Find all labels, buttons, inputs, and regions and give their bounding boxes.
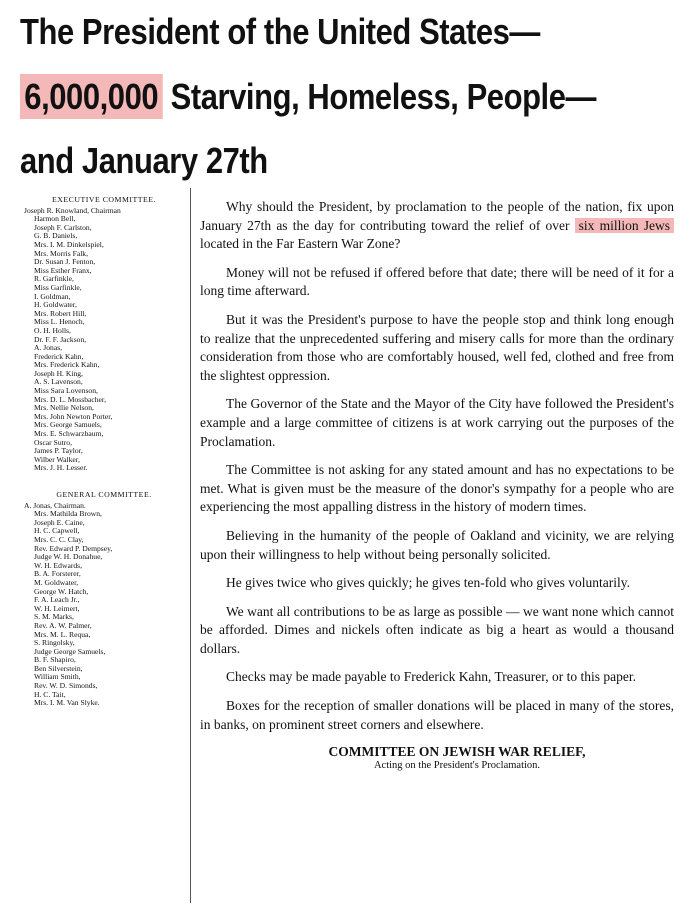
committee-member: A. Jonas, Chairman. [24,500,86,510]
committee-member: Mrs. Nellie Nelson, [34,403,94,413]
committee-member: Judge George Samuels, [34,646,106,656]
column-divider [190,188,191,903]
committee-member: Joseph F. Carlston, [34,222,92,232]
committee-member: Mrs. D. L. Mossbacher, [34,394,107,404]
committee-member: Miss Esther Franx, [34,265,92,275]
headline-line-3: and January 27th [20,140,268,181]
committee-member: William Smith, [34,672,81,682]
committee-member: Mrs. E. Schwarzbaum, [34,429,104,439]
executive-committee-title: EXECUTIVE COMMITTEE. [52,195,156,204]
committee-member: George W. Hatch, [34,586,89,596]
committee-member: Mrs. Robert Hill, [34,308,87,318]
committee-member: Mrs. M. L. Requa, [34,629,91,639]
paragraph-text: located in the Far Eastern War Zone? [200,236,401,252]
committee-member: R. Garfinkle, [34,274,74,284]
committee-member: Wilber Walker, [34,454,80,464]
committee-member: Mrs. C. C. Clay, [34,534,84,544]
headline-line-2-rest: Starving, Homeless, People— [162,76,597,117]
committee-member: Harmon Bell, [34,214,76,224]
body-paragraph: Checks may be made payable to Frederick Kahn, Treasurer, or to this paper. [226,669,636,685]
committee-member: Dr. Susan J. Fenton, [34,257,96,267]
body-paragraph [200,198,674,254]
committee-member: Joseph R. Knowland, Chairman [24,205,121,215]
signature-subtitle: Acting on the President's Proclamation. [373,760,541,772]
body-paragraph: We want all contributions to be as large as possible — we want none which cannot be afforded. Dimes and nickels often indicate as big a heart as would a thousand dollars. [200,603,674,656]
paragraph-text: Why should the President, by proclamation to the people of the nation, fix upon January 27th as the day for contributing toward the relief of over [200,199,674,233]
committee-member: Joseph H. King, [34,368,83,378]
committee-member: H. C. Tait, [34,689,66,699]
committee-member: Mrs. Mathilda Brown, [34,509,102,519]
committee-member: O. H. Holls, [34,325,71,335]
body-paragraph: The Governor of the State and the Mayor of the City have followed the President's example and a large committee of citizens is at work carrying out the purposes of the Proclamation. [200,396,674,449]
body-paragraph: Money will not be refused if offered before that date; there will be need of it for a long time afterward. [200,264,674,299]
body-paragraph: But it was the President's purpose to have the people stop and think long enough to realize that the unprecedented suffering and misery calls for more than the ordinary consideration from those who are comfortably housed, well fed, clothed and free from the slightest oppression. [200,311,674,383]
committee-member: Mrs. I. M. Dinkelspiel, [34,239,104,249]
committee-member: S. M. Marks, [34,612,74,622]
headline-line-2 [20,76,597,117]
committee-member: Miss L. Henoch, [34,317,85,327]
committee-member: S. Ringolsky, [34,638,75,648]
committee-member: W. H. Edwards, [34,560,83,570]
body-paragraph: He gives twice who gives quickly; he gives ten-fold who gives voluntarily. [226,575,631,591]
body-paragraph: The Committee is not asking for any stated amount and has no expectations to be met. What is given must be the measure of the donor's sympathy for a people who are experiencing the most appalling distress in the history of modern times. [200,462,674,515]
committee-member: Dr. F. F. Jackson, [34,334,87,344]
committee-member: Mrs. I. M. Van Slyke. [34,698,100,708]
committee-member: Joseph E. Caine, [34,517,85,527]
committee-sidebar [24,196,184,708]
committee-member: Mrs. John Newton Porter, [34,411,113,421]
general-committee-title: GENERAL COMMITTEE. [56,490,152,499]
committee-member: Mrs. George Samuels, [34,420,102,430]
executive-committee-list [24,207,184,473]
committee-member: Miss Garfinkle, [34,282,82,292]
committee-member: Ben Silverstein, [34,663,83,673]
headline-highlight-number: 6,000,000 [20,74,162,119]
committee-member: Judge W. H. Donahue, [34,552,103,562]
committee-member: I. Goldman, [34,291,71,301]
committee-member: Mrs. Frederick Kahn, [34,360,100,370]
committee-member: B. F. Shapiro, [34,655,76,665]
body-paragraph: Believing in the humanity of the people of Oakland and vicinity, we are relying upon their willingness to help without being personally solicited. [200,527,674,562]
highlight-six-million: six million Jews [575,218,674,233]
committee-member: Oscar Sutro, [34,437,72,447]
committee-member: A. S. Lavenson, [34,377,83,387]
committee-member: Frederick Kahn, [34,351,84,361]
general-committee-list [24,502,184,708]
committee-member: M. Goldwater, [34,577,79,587]
body-paragraphs [200,264,674,734]
headline-line-1: The President of the United States— [20,11,540,52]
body-paragraph: Boxes for the reception of smaller donations will be placed in many of the stores, in banks, on prominent street corners and elsewhere. [200,698,674,732]
committee-member: Mrs. J. H. Lesser. [34,463,88,473]
committee-member: B. A. Forsterer, [34,569,81,579]
committee-member: James P. Taylor, [34,446,83,456]
committee-member: G. B. Daniels, [34,231,78,241]
committee-member: W. H. Leimert, [34,603,80,613]
committee-member: Mrs. Morris Falk, [34,248,89,258]
appeal-body [200,198,674,772]
committee-member: A. Jonas, [34,343,63,353]
committee-member: H. C. Capwell, [34,526,80,536]
committee-member: Rev. A. W. Palmer, [34,620,92,630]
committee-member: F. A. Leach Jr., [34,595,80,605]
committee-member: Rev. W. D. Simonds, [34,681,98,691]
committee-member: Rev. Edward P. Dempsey, [34,543,113,553]
committee-member: Miss Sara Lovenson, [34,386,98,396]
signature-block [200,744,674,772]
signature: COMMITTEE ON JEWISH WAR RELIEF, [328,744,586,760]
committee-member: H. Goldwater, [34,300,77,310]
